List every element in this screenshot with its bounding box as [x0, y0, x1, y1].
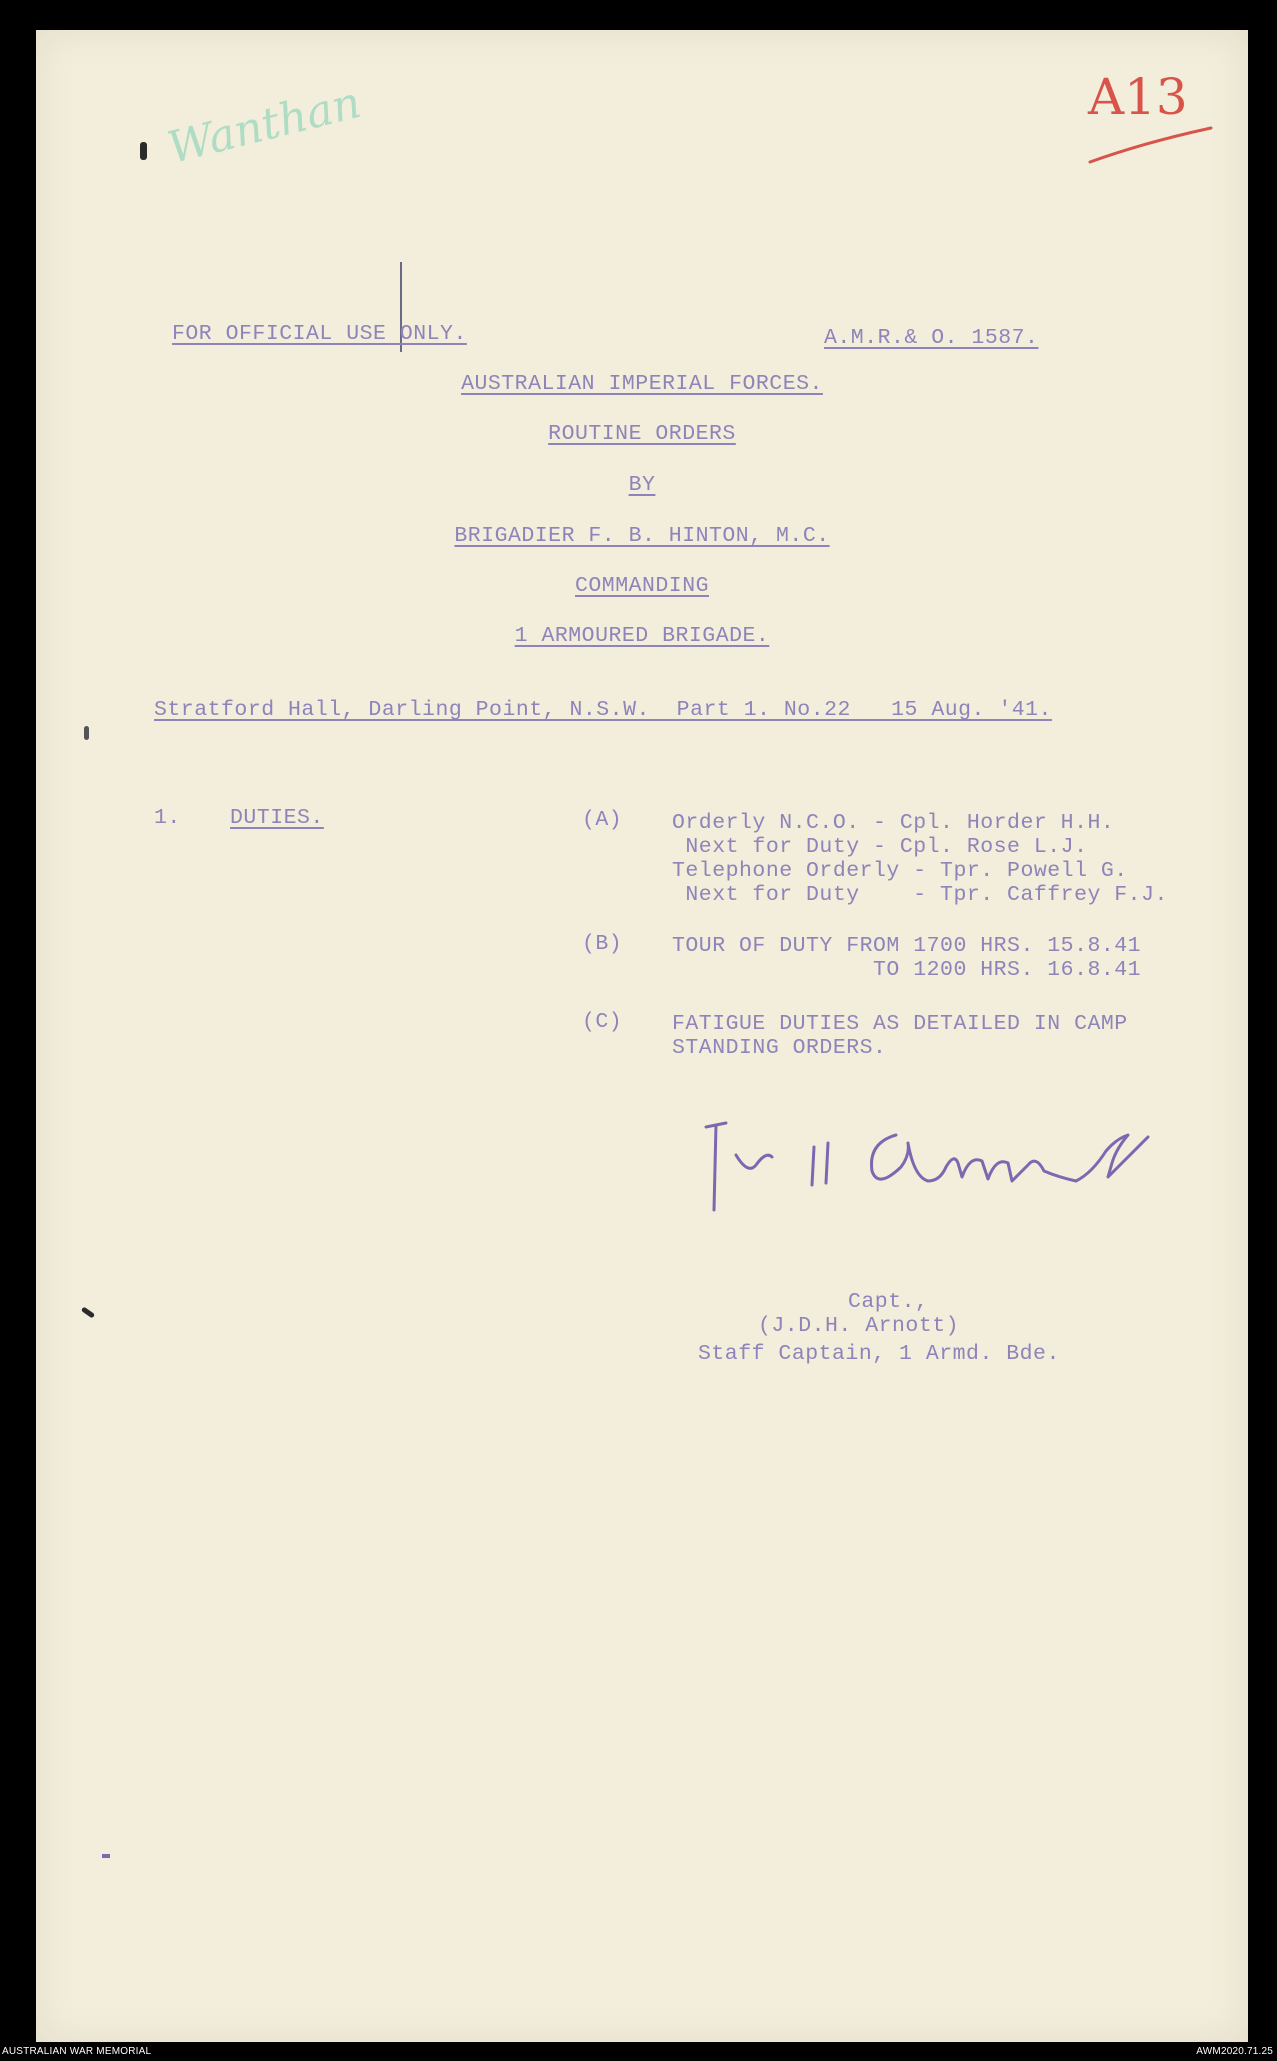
order-number: A.M.R.& O. 1587.	[824, 326, 1039, 350]
archive-footer-left: AUSTRALIAN WAR MEMORIAL	[2, 2046, 152, 2057]
red-pencil-stroke	[1086, 122, 1216, 172]
item-a-line-1: Orderly N.C.O. - Cpl. Horder H.H.	[672, 811, 1115, 835]
signatory-rank: Capt.,	[848, 1290, 929, 1314]
title-line-by: BY	[628, 473, 656, 497]
handwritten-reference-top-right: A13	[1088, 68, 1188, 126]
item-b-letter: (B)	[582, 932, 623, 956]
dateline: Stratford Hall, Darling Point, N.S.W. Part 1. No.22 15 Aug. '41.	[154, 698, 1052, 722]
document-page	[36, 30, 1248, 2042]
handwritten-signature	[696, 1085, 1256, 1225]
classification-label: FOR OFFICIAL USE ONLY.	[172, 322, 467, 346]
title-line-commanding: COMMANDING	[574, 574, 710, 598]
staple-mark-lower	[81, 1306, 95, 1318]
item-c-line-1: FATIGUE DUTIES AS DETAILED IN CAMP	[672, 1012, 1128, 1036]
section-heading: DUTIES.	[230, 806, 324, 830]
archive-footer-right: AWM2020.71.25	[1196, 2046, 1273, 2057]
item-a-line-3: Telephone Orderly - Tpr. Powell G.	[672, 859, 1128, 883]
item-c-letter: (C)	[582, 1010, 623, 1034]
title-line-brigade: 1 ARMOURED BRIGADE.	[514, 624, 770, 648]
section-number: 1.	[154, 806, 181, 830]
staple-mark-middle	[84, 726, 89, 740]
item-a-line-2: Next for Duty - Cpl. Rose L.J.	[672, 835, 1088, 859]
item-a-letter: (A)	[582, 808, 623, 832]
title-line-routine-orders: ROUTINE ORDERS	[548, 422, 736, 446]
title-line-brigadier: BRIGADIER F. B. HINTON, M.C.	[454, 524, 830, 548]
staple-mark-top	[140, 142, 147, 160]
ink-dot	[102, 1854, 110, 1858]
item-c-line-2: STANDING ORDERS.	[672, 1036, 887, 1060]
item-a-line-4: Next for Duty - Tpr. Caffrey F.J.	[672, 883, 1168, 907]
item-b-line-2: TO 1200 HRS. 16.8.41	[672, 958, 1142, 982]
handwritten-note-top-left: Wanthan	[162, 76, 366, 175]
title-line-forces: AUSTRALIAN IMPERIAL FORCES.	[461, 372, 823, 396]
item-b-line-1: TOUR OF DUTY FROM 1700 HRS. 15.8.41	[672, 934, 1142, 958]
signatory-name: (J.D.H. Arnott)	[758, 1314, 960, 1338]
signatory-appointment: Staff Captain, 1 Armd. Bde.	[698, 1342, 1060, 1366]
